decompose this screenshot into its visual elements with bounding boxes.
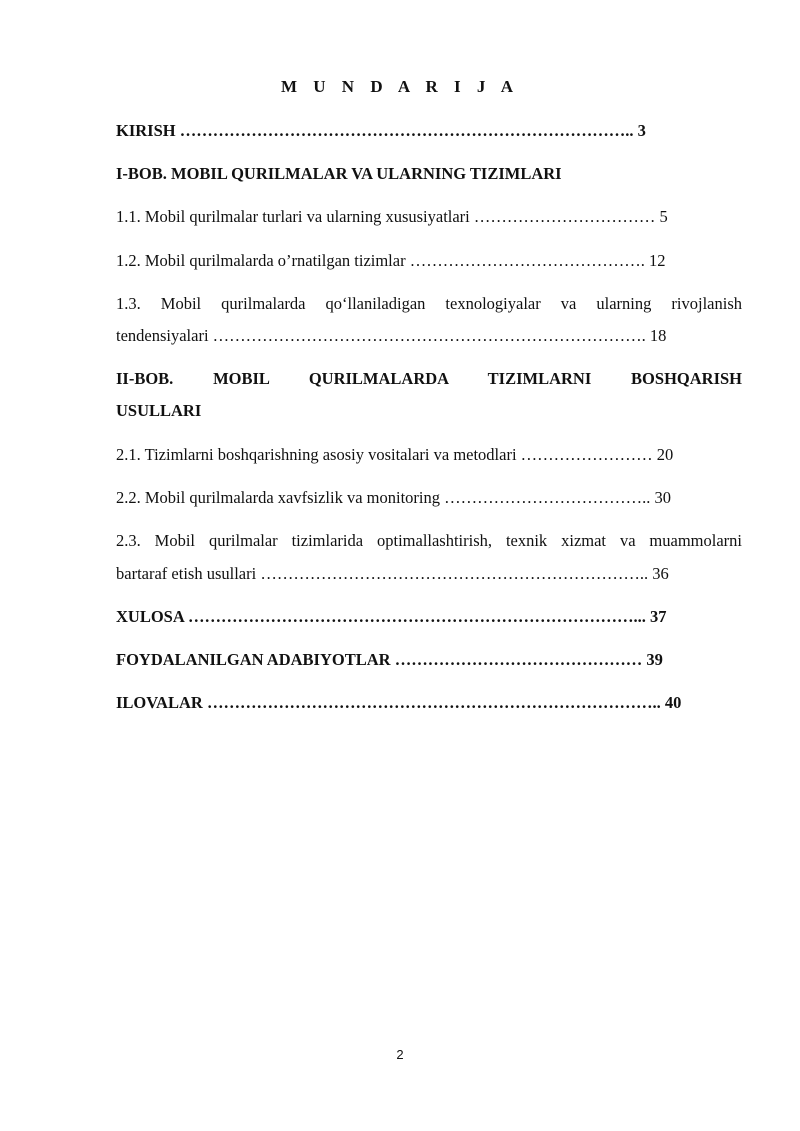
toc-entry-label: 2.2. Mobil qurilmalarda xavfsizlik va monitoring (116, 488, 445, 507)
toc-entry-xulosa[interactable] (116, 599, 742, 634)
toc-entry-dots: ……………………………………………………………………….. (206, 693, 661, 712)
toc-entry-kirish[interactable] (116, 113, 742, 148)
toc-entry-label: XULOSA (116, 607, 188, 626)
toc-entry-dots: ……………………………………………………………………. (212, 326, 646, 345)
toc-entry-label: 2.3. Mobil qurilmalar tizimlarida optimallashtirish, texnik xizmat va muammolarni (116, 531, 742, 550)
toc-entry-label: tendensiyalari (116, 326, 213, 345)
toc-title: M U N D A R I J A (280, 77, 519, 96)
toc-entry-label: FOYDALANILGAN ADABIYOTLAR (116, 650, 395, 669)
toc-entry-page: 5 (655, 207, 668, 226)
page-number: 2 (396, 1047, 404, 1062)
toc-entry-adabiyotlar[interactable] (116, 642, 742, 677)
toc-entry-label: I-BOB. MOBIL QURILMALAR VA ULARNING TIZIMLARI (116, 164, 562, 183)
toc-entry-2-3-line2[interactable] (116, 556, 742, 591)
toc-chapter-1-heading[interactable] (116, 156, 742, 191)
toc-entry-page: 40 (660, 693, 682, 712)
toc-entry-label: bartaraf etish usullari (116, 564, 261, 583)
toc-entry-label: II-BOB. MOBIL QURILMALARDA TIZIMLARNI BOSHQARISH (116, 369, 742, 388)
toc-entry-page: 3 (633, 121, 646, 140)
toc-entry-dots: ………………………………………………………………………... (187, 607, 646, 626)
toc-entry-label: 1.2. Mobil qurilmalarda o’rnatilgan tizimlar (116, 251, 410, 270)
toc-entry-label: ILOVALAR (116, 693, 207, 712)
toc-entry-dots: ……………………………………… (394, 650, 643, 669)
toc-entry-dots: …………………………………………………………….. (260, 564, 649, 583)
toc-entry-page: 20 (652, 445, 674, 464)
toc-entry-label: USULLARI (116, 401, 202, 420)
toc-entry-page: 30 (650, 488, 671, 507)
toc-entry-ilovalar[interactable] (116, 685, 742, 720)
toc-entry-page: 12 (644, 251, 666, 270)
toc-entry-label: 1.1. Mobil qurilmalar turlari va ularning xususiyatlari (116, 207, 474, 226)
toc-entry-1-2[interactable] (116, 243, 742, 278)
toc-entry-1-3-line2[interactable] (116, 318, 742, 353)
toc-entry-dots: ……………………………………. (409, 251, 645, 270)
toc-entry-dots: …………………………… (473, 207, 656, 226)
toc-entry-2-3-line1[interactable] (116, 523, 742, 558)
toc-entry-dots: ……………………………….. (444, 488, 651, 507)
toc-entry-dots: ……………………………………………………………………….. (179, 121, 634, 140)
toc-entry-label: KIRISH (116, 121, 180, 140)
toc-entry-page: 37 (645, 607, 667, 626)
toc-entry-label: 1.3. Mobil qurilmalarda qo‘llaniladigan texnologiyalar va ularning rivojlanish (116, 294, 742, 313)
toc-entry-page: 36 (648, 564, 669, 583)
toc-entry-2-2[interactable] (116, 480, 742, 515)
toc-entry-dots: …………………… (520, 445, 653, 464)
toc-entry-1-3-line1[interactable] (116, 286, 742, 321)
toc-chapter-2-heading-line1[interactable] (116, 361, 742, 396)
toc-entry-page: 18 (645, 326, 667, 345)
toc-entry-1-1[interactable] (116, 199, 742, 234)
toc-entry-2-1[interactable] (116, 437, 742, 472)
toc-entry-label: 2.1. Tizimlarni boshqarishning asosiy vositalari va metodlari (116, 445, 521, 464)
toc-chapter-2-heading-line2[interactable] (116, 393, 742, 428)
toc-entry-page: 39 (642, 650, 663, 669)
